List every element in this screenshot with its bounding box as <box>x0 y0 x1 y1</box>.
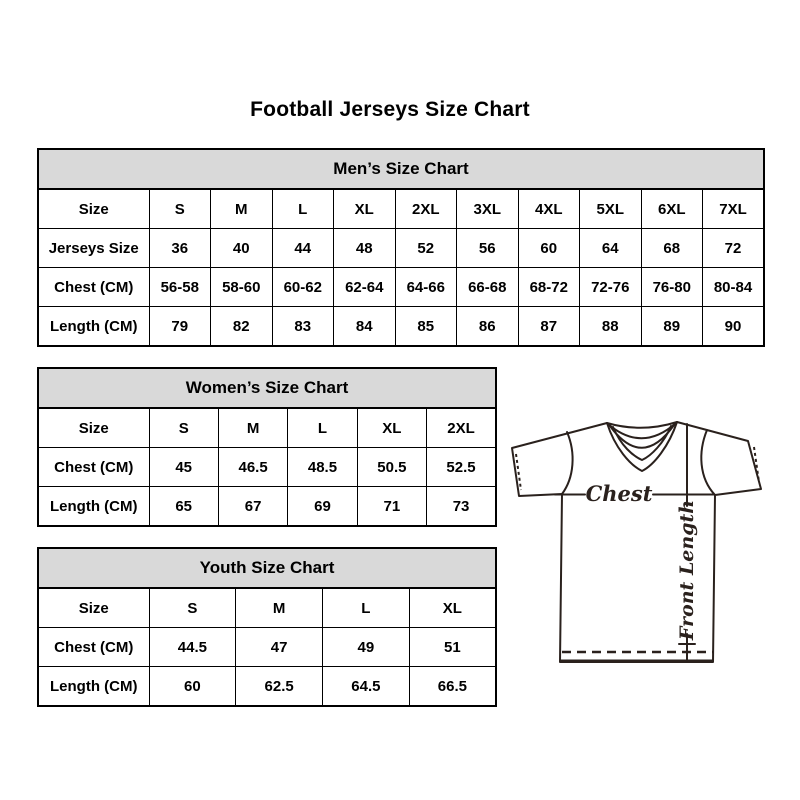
value-cell: 49 <box>323 628 410 667</box>
table-row <box>38 307 764 347</box>
value-cell: 84 <box>334 307 396 347</box>
value-cell: 83 <box>272 307 334 347</box>
row-label-cell: Chest (CM) <box>38 448 149 487</box>
value-cell: 4XL <box>518 189 580 229</box>
value-cell: M <box>236 588 323 628</box>
table-row <box>38 588 496 628</box>
value-cell: 68-72 <box>518 268 580 307</box>
size-table <box>37 148 765 347</box>
table-title: Men’s Size Chart <box>38 149 764 189</box>
mens-size-chart-table <box>37 148 765 347</box>
womens-size-chart-table <box>37 367 497 527</box>
value-cell: 48 <box>334 229 396 268</box>
value-cell: 82 <box>211 307 273 347</box>
value-cell: 71 <box>357 487 426 527</box>
value-cell: 6XL <box>641 189 703 229</box>
value-cell: 72-76 <box>580 268 642 307</box>
value-cell: 66-68 <box>457 268 519 307</box>
value-cell: 87 <box>518 307 580 347</box>
value-cell: 51 <box>409 628 496 667</box>
value-cell: 64.5 <box>323 667 410 707</box>
value-cell: 60-62 <box>272 268 334 307</box>
value-cell: S <box>149 408 218 448</box>
value-cell: 64 <box>580 229 642 268</box>
size-table <box>37 367 497 527</box>
table-title: Women’s Size Chart <box>38 368 496 408</box>
row-label-cell: Size <box>38 408 149 448</box>
value-cell: L <box>272 189 334 229</box>
row-label-cell: Chest (CM) <box>38 628 149 667</box>
row-label-cell: Size <box>38 189 149 229</box>
value-cell: 89 <box>641 307 703 347</box>
size-table <box>37 547 497 707</box>
value-cell: 52 <box>395 229 457 268</box>
table-row <box>38 268 764 307</box>
collar-back-arc-1 <box>607 422 677 428</box>
table-row <box>38 628 496 667</box>
chest-label: Chest <box>585 481 653 506</box>
value-cell: 2XL <box>395 189 457 229</box>
value-cell: 44.5 <box>149 628 236 667</box>
value-cell: 60 <box>149 667 236 707</box>
value-cell: 73 <box>427 487 496 527</box>
table-row <box>38 667 496 707</box>
value-cell: 50.5 <box>357 448 426 487</box>
front-length-label: Front Length <box>676 499 698 641</box>
table-row <box>38 408 496 448</box>
value-cell: 68 <box>641 229 703 268</box>
row-label-cell: Chest (CM) <box>38 268 149 307</box>
row-label-cell: Size <box>38 588 149 628</box>
value-cell: 62-64 <box>334 268 396 307</box>
value-cell: 66.5 <box>409 667 496 707</box>
value-cell: 58-60 <box>211 268 273 307</box>
value-cell: 72 <box>703 229 765 268</box>
table-row <box>38 448 496 487</box>
collar-v-inner <box>613 426 671 460</box>
jersey-illustration <box>505 408 777 670</box>
value-cell: 79 <box>149 307 211 347</box>
value-cell: L <box>323 588 410 628</box>
value-cell: XL <box>409 588 496 628</box>
right-armhole-seam <box>701 430 715 495</box>
value-cell: 64-66 <box>395 268 457 307</box>
value-cell: 80-84 <box>703 268 765 307</box>
value-cell: M <box>211 189 273 229</box>
value-cell: 60 <box>518 229 580 268</box>
value-cell: S <box>149 189 211 229</box>
value-cell: 88 <box>580 307 642 347</box>
value-cell: 62.5 <box>236 667 323 707</box>
value-cell: 69 <box>288 487 357 527</box>
value-cell: 85 <box>395 307 457 347</box>
value-cell: 52.5 <box>427 448 496 487</box>
value-cell: 67 <box>218 487 287 527</box>
table-row <box>38 229 764 268</box>
value-cell: 76-80 <box>641 268 703 307</box>
table-title: Youth Size Chart <box>38 548 496 588</box>
value-cell: XL <box>357 408 426 448</box>
value-cell: 46.5 <box>218 448 287 487</box>
value-cell: 7XL <box>703 189 765 229</box>
value-cell: 56 <box>457 229 519 268</box>
value-cell: 40 <box>211 229 273 268</box>
value-cell: 45 <box>149 448 218 487</box>
value-cell: 90 <box>703 307 765 347</box>
value-cell: 3XL <box>457 189 519 229</box>
table-row <box>38 189 764 229</box>
value-cell: M <box>218 408 287 448</box>
value-cell: L <box>288 408 357 448</box>
value-cell: 5XL <box>580 189 642 229</box>
jersey-measurement-diagram <box>505 408 777 670</box>
value-cell: 47 <box>236 628 323 667</box>
value-cell: XL <box>334 189 396 229</box>
value-cell: 36 <box>149 229 211 268</box>
row-label-cell: Length (CM) <box>38 487 149 527</box>
value-cell: 65 <box>149 487 218 527</box>
value-cell: 2XL <box>427 408 496 448</box>
value-cell: 44 <box>272 229 334 268</box>
page-title: Football Jerseys Size Chart <box>250 98 530 121</box>
value-cell: S <box>149 588 236 628</box>
row-label-cell: Length (CM) <box>38 667 149 707</box>
value-cell: 86 <box>457 307 519 347</box>
row-label-cell: Length (CM) <box>38 307 149 347</box>
value-cell: 56-58 <box>149 268 211 307</box>
table-row <box>38 487 496 527</box>
youth-size-chart-table <box>37 547 497 707</box>
value-cell: 48.5 <box>288 448 357 487</box>
left-armhole-seam <box>562 432 573 494</box>
row-label-cell: Jerseys Size <box>38 229 149 268</box>
